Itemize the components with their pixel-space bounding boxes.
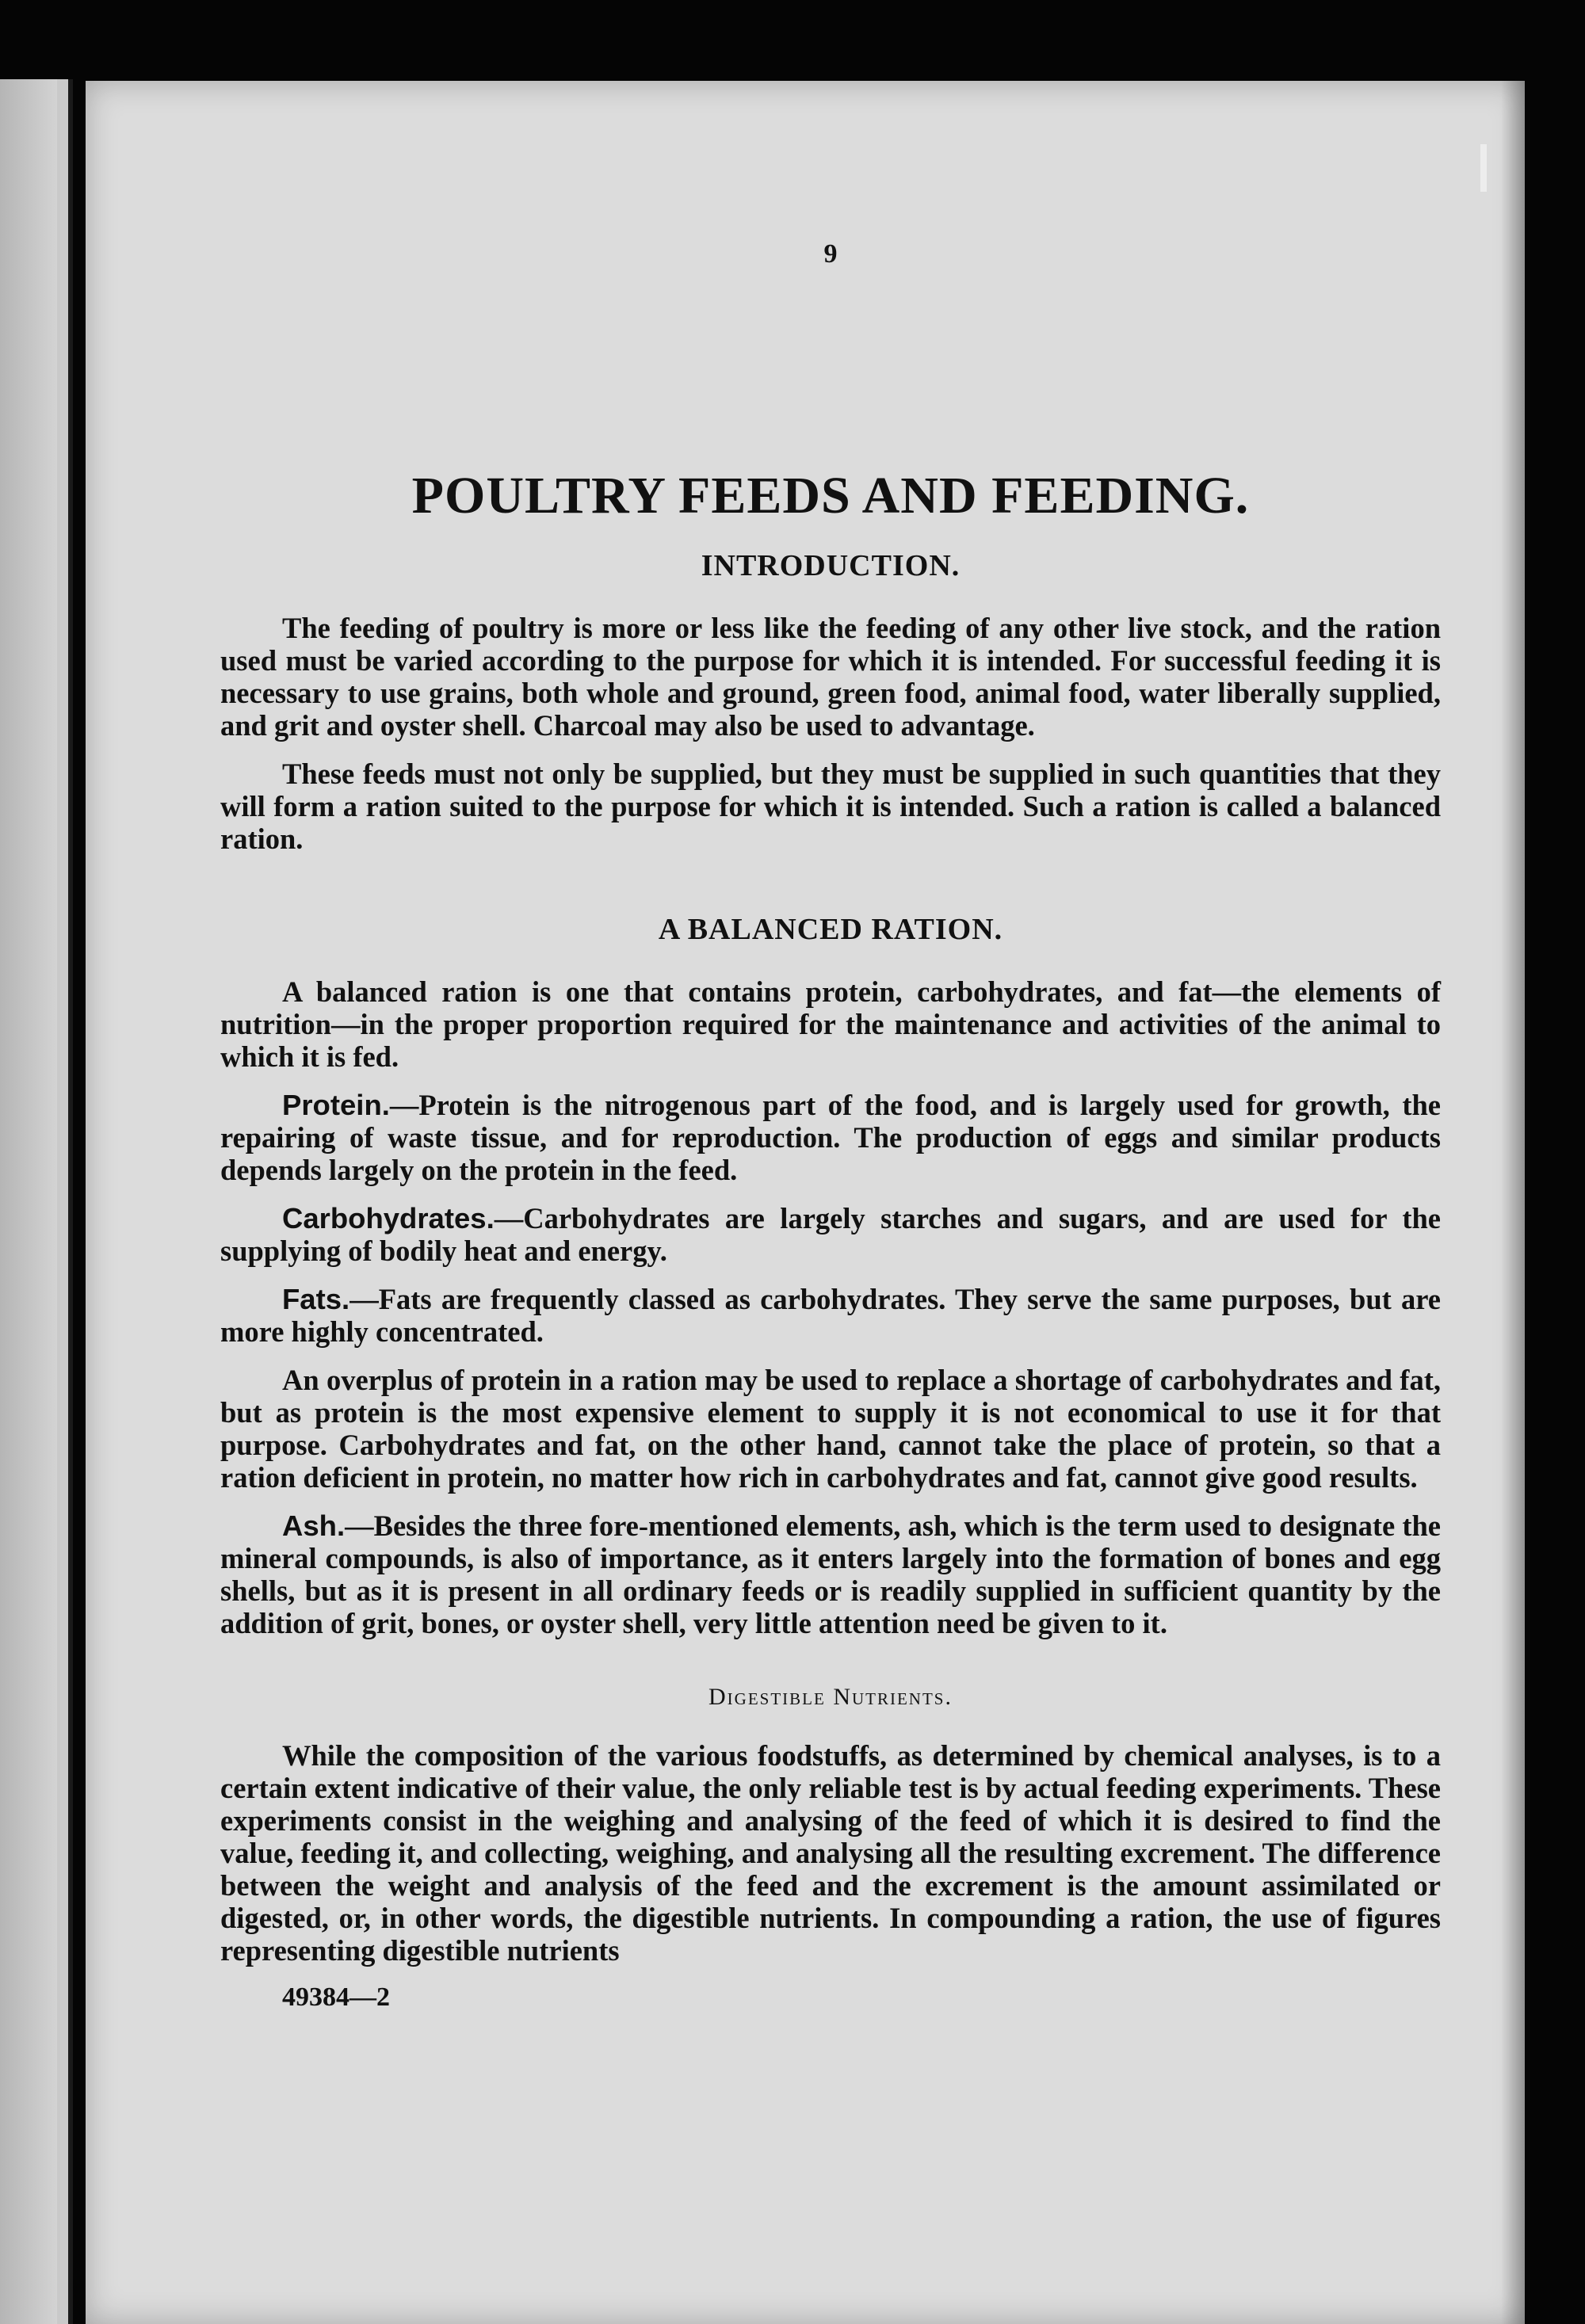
page-speck: [1480, 144, 1487, 192]
overplus-paragraph: An overplus of protein in a ration may be used to replace a shortage of carbohydrates and fat, but as protein is the most expensive element to supply it is not economical to use it for that purpose. Carbohydrates and fat, on the other hand, cannot take the place of protein, so that a ration deficient in protein, no matter how rich in carbohydrates and fat, cannot give good results.: [220, 1364, 1441, 1494]
fats-paragraph: [220, 1283, 1441, 1348]
fats-text: —Fats are frequently classed as carbohydrates. They serve the same purposes, but are more highly concentrated.: [220, 1283, 1441, 1348]
ash-paragraph: [220, 1509, 1441, 1639]
page-content: [220, 239, 1441, 2013]
footer-code: 49384—2: [282, 1982, 390, 2012]
balanced-ration-heading: A BALANCED RATION.: [658, 913, 1003, 946]
previous-page-shade: [0, 79, 57, 2324]
page-edge-shadow: [1501, 81, 1525, 2324]
fats-term: Fats.: [282, 1283, 350, 1315]
page-number: 9: [823, 239, 838, 269]
carbohydrates-text: —Carbohydrates are largely starches and sugars, and are used for the supplying of bodily heat and energy.: [220, 1202, 1441, 1267]
introduction-paragraph-2: These feeds must not only be supplied, but they must be supplied in such quantities that they will form a ration suited to the purpose for which it is intended. Such a ration is called a balanced ration.: [220, 757, 1441, 855]
ash-term: Ash.: [282, 1509, 346, 1542]
balanced-ration-intro: A balanced ration is one that contains protein, carbohydrates, and fat—the elements of nutrition—in the proper proportion required for the maintenance and activities of the animal to which it is fed.: [220, 975, 1441, 1073]
carbohydrates-paragraph: [220, 1202, 1441, 1267]
protein-term: Protein.: [282, 1089, 390, 1121]
digestible-nutrients-heading: Digestible Nutrients.: [708, 1684, 953, 1710]
protein-text: —Protein is the nitrogenous part of the food, and is largely used for growth, the repairing of waste tissue, and for reproduction. The production of eggs and similar products depends largely on the protein in the feed.: [220, 1089, 1441, 1186]
document-page: [86, 81, 1525, 2324]
digestible-nutrients-paragraph: While the composition of the various foodstuffs, as determined by chemical analyses, is to a certain extent indicative of their value, the only reliable test is by actual feeding experiments. These experiments consist in the weighing and analysing of the feed of which it is desired to find the value, feeding it, and collecting, weighing, and analysing all the resulting excrement. The difference between the weight and analysis of the feed and the excrement is the amount assimilated or digested, or, in other words, the digestible nutrients. In compounding a ration, the use of figures representing digestible nutrients: [220, 1739, 1441, 1967]
carbohydrates-term: Carbohydrates.: [282, 1202, 495, 1235]
introduction-paragraph-1: The feeding of poultry is more or less like the feeding of any other live stock, and the ration used must be varied according to the purpose for which it is intended. For successful feeding it is necessary to use grains, both whole and ground, green food, animal food, water liberally supplied, and grit and oyster shell. Charcoal may also be used to advantage.: [220, 612, 1441, 742]
protein-paragraph: [220, 1089, 1441, 1186]
introduction-heading: INTRODUCTION.: [701, 549, 961, 582]
previous-page-edge: [0, 79, 73, 2324]
page-title: POULTRY FEEDS AND FEEDING.: [411, 467, 1250, 525]
ash-text: —Besides the three fore-mentioned elements, ash, which is the term used to designate the mineral compounds, is also of importance, as it enters largely into the formation of bones and egg shells, but as it is present in all ordinary feeds or is readily supplied in sufficient quantity by the addition of grit, bones, or oyster shell, very little attention need be given to it.: [220, 1509, 1441, 1639]
